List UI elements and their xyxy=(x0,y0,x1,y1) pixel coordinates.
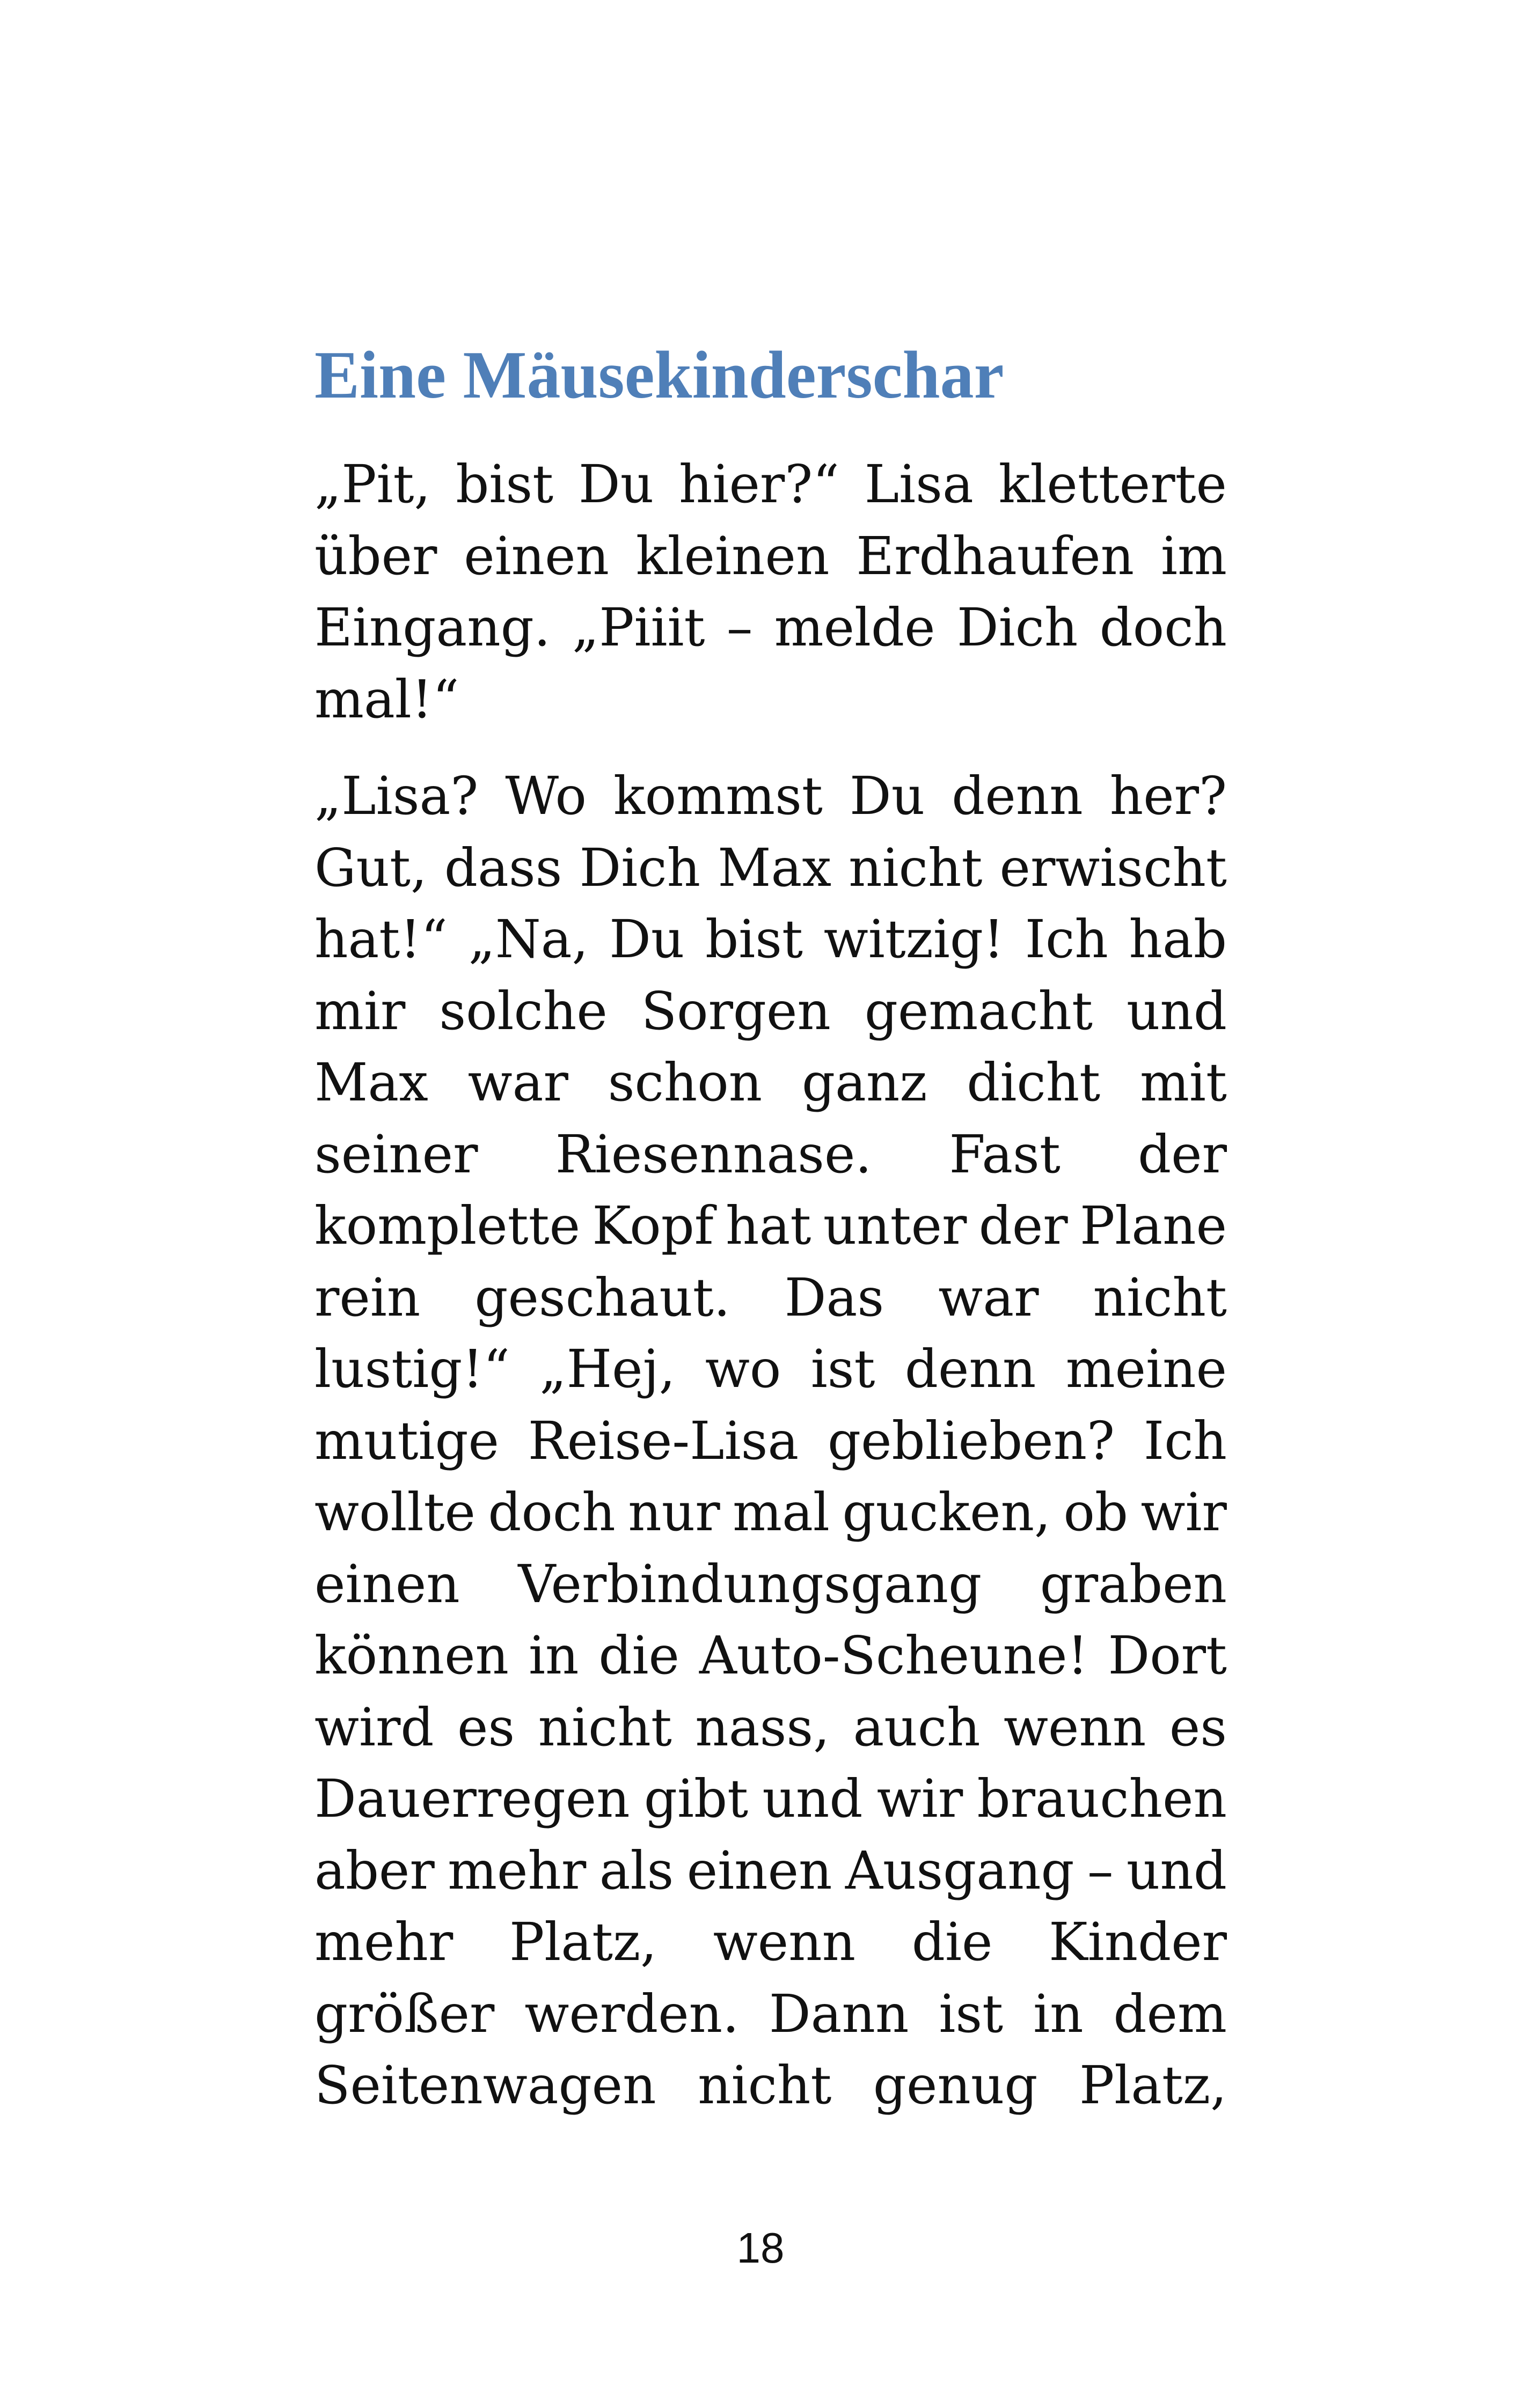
text-line: mal!“ xyxy=(315,669,459,730)
text-line: Max war schon ganz dicht mit xyxy=(315,1052,1227,1113)
text-line: Seitenwagen nicht genug Platz, xyxy=(315,2055,1227,2116)
text-line: wollte doch nur mal gucken, ob wir xyxy=(315,1482,1227,1543)
text-line: Dauerregen gibt und wir brauchen xyxy=(315,1768,1227,1829)
text-line: aber mehr als einen Ausgang – und xyxy=(315,1840,1227,1901)
text-line: mir solche Sorgen gemacht und xyxy=(315,980,1227,1041)
body-text xyxy=(315,449,1227,2121)
text-line: rein geschaut. Das war nicht xyxy=(315,1267,1227,1328)
text-line: Gut, dass Dich Max nicht erwischt xyxy=(315,837,1227,898)
text-line: hat!“ „Na, Du bist witzig! Ich hab xyxy=(315,909,1227,970)
chapter-title: Eine Mäusekinderschar xyxy=(315,338,1004,413)
text-line: lustig!“ „Hej, wo ist denn meine xyxy=(315,1339,1227,1399)
text-line: komplette Kopf hat unter der Plane xyxy=(315,1195,1227,1256)
text-line: einen Verbindungsgang graben xyxy=(315,1553,1227,1614)
text-line: größer werden. Dann ist in dem xyxy=(315,1983,1227,2044)
paragraph-2 xyxy=(315,760,1227,2121)
text-line: „Pit, bist Du hier?“ Lisa kletterte xyxy=(315,454,1227,515)
text-line: können in die Auto-Scheune! Dort xyxy=(315,1625,1227,1686)
text-line: wird es nicht nass, auch wenn es xyxy=(315,1697,1227,1758)
text-line: „Lisa? Wo kommst Du denn her? xyxy=(315,766,1227,826)
text-line: seiner Riesennase. Fast der xyxy=(315,1124,1227,1185)
page-number: 18 xyxy=(736,2224,785,2272)
text-line: über einen kleinen Erdhaufen im xyxy=(315,525,1227,586)
paragraph-1 xyxy=(315,449,1227,735)
text-line: Eingang. „Piiit – melde Dich doch xyxy=(315,597,1227,658)
text-line: mutige Reise-Lisa geblieben? Ich xyxy=(315,1410,1227,1471)
text-line: mehr Platz, wenn die Kinder xyxy=(315,1912,1227,1972)
